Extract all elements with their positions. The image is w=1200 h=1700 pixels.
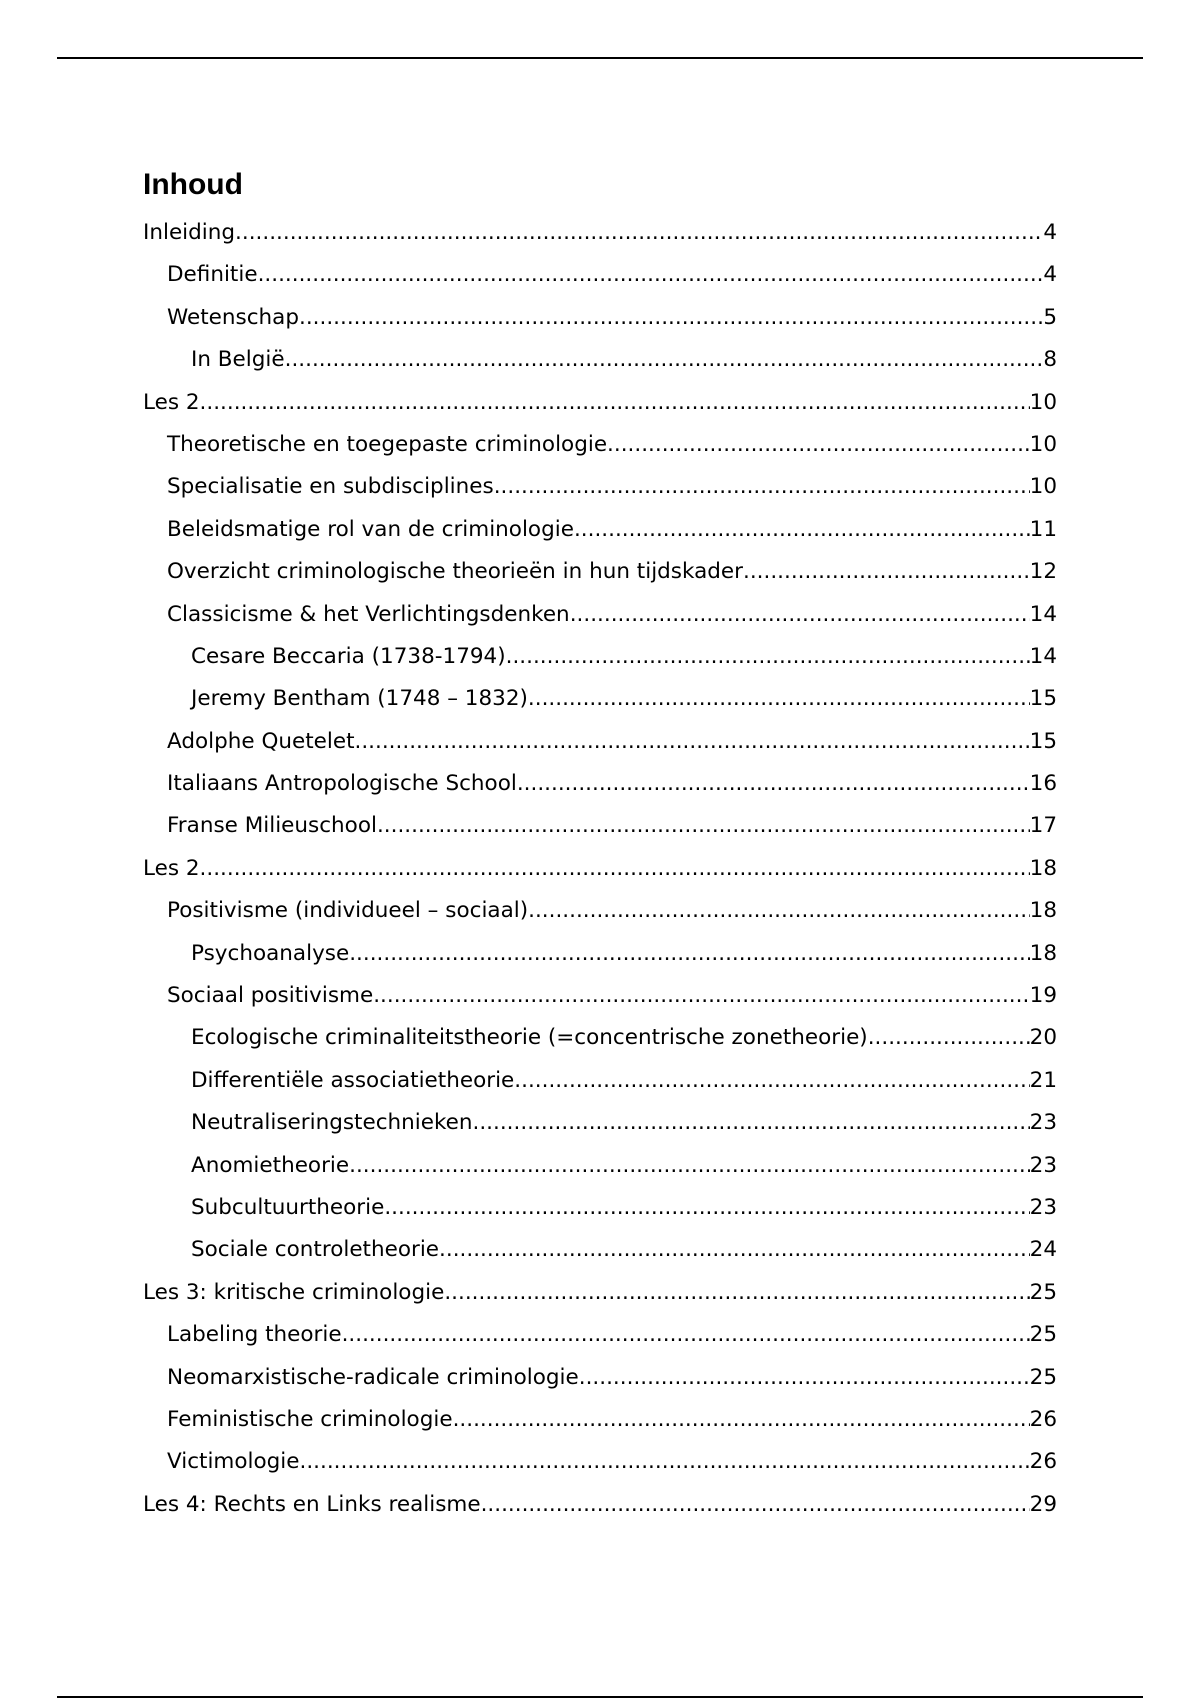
toc-entry-page: 10 [1029,474,1057,500]
toc-entry-label: Labeling theorie [167,1322,342,1348]
toc-entry-label: In België [191,347,285,373]
toc-dot-leader [384,1187,1029,1229]
toc-entry-label: Les 2 [143,389,200,415]
toc-entry[interactable] [143,382,1057,424]
toc-entry-page: 29 [1029,1491,1057,1517]
toc-entry-label: Jeremy Bentham (1748 – 1832) [191,686,528,712]
toc-entry[interactable] [143,848,1057,890]
toc-entry-label: Sociale controletheorie [191,1237,440,1263]
toc-dot-leader [200,848,1030,890]
toc-dot-leader [514,1060,1029,1102]
toc-dot-leader [235,212,1043,254]
toc-entry-page: 21 [1029,1067,1057,1093]
toc-entry-label: Ecologische criminaliteitstheorie (=concentrische zonetheorie) [191,1025,868,1051]
toc-entry-label: Overzicht criminologische theorieën in hun tijdskader [167,559,743,585]
toc-entry[interactable] [143,678,1057,720]
toc-entry[interactable] [143,1272,1057,1314]
toc-list [143,212,1057,1526]
toc-entry-page: 14 [1029,601,1057,627]
toc-entry-page: 15 [1029,728,1057,754]
toc-entry-label: Anomietheorie [191,1152,350,1178]
toc-dot-leader [444,1272,1029,1314]
toc-dot-leader [570,594,1030,636]
toc-entry-label: Feministische criminologie [167,1406,453,1432]
toc-entry-page: 12 [1029,559,1057,585]
toc-entry-page: 24 [1029,1237,1057,1263]
toc-dot-leader [300,1441,1030,1483]
toc-entry[interactable] [143,1060,1057,1102]
toc-entry-label: Subcultuurtheorie [191,1194,385,1220]
toc-entry-label: Psychoanalyse [191,940,350,966]
toc-dot-leader [439,1229,1030,1271]
toc-entry-label: Specialisatie en subdisciplines [167,474,494,500]
toc-entry[interactable] [143,594,1057,636]
toc-dot-leader [285,339,1044,381]
toc-dot-leader [506,636,1030,678]
toc-entry-page: 23 [1029,1152,1057,1178]
header-rule [57,57,1143,59]
toc-entry-page: 23 [1029,1194,1057,1220]
toc-dot-leader [868,1017,1030,1059]
toc-entry-page: 11 [1029,516,1057,542]
toc-entry-label: Positivisme (individueel – sociaal) [167,898,529,924]
toc-entry[interactable] [143,805,1057,847]
toc-entry-page: 10 [1029,389,1057,415]
toc-dot-leader [258,254,1044,296]
toc-entry-label: Franse Milieuschool [167,813,377,839]
toc-entry-label: Victimologie [167,1449,300,1475]
toc-dot-leader [473,1102,1030,1144]
toc-dot-leader [528,678,1030,720]
toc-entry-label: Classicisme & het Verlichtingsdenken [167,601,570,627]
toc-dot-leader [743,551,1030,593]
toc-entry-page: 25 [1029,1364,1057,1390]
toc-entry-page: 20 [1029,1025,1057,1051]
toc-entry-page: 4 [1043,262,1057,288]
toc-dot-leader [373,975,1029,1017]
toc-entry[interactable] [143,721,1057,763]
toc-dot-leader [355,721,1030,763]
toc-entry-page: 25 [1029,1322,1057,1348]
toc-entry-label: Sociaal positivisme [167,983,374,1009]
toc-entry[interactable] [143,933,1057,975]
toc-entry-label: Les 4: Rechts en Links realisme [143,1491,481,1517]
toc-entry-label: Differentiële associatietheorie [191,1067,515,1093]
toc-entry-page: 25 [1029,1279,1057,1305]
toc-dot-leader [574,509,1030,551]
toc-entry[interactable] [143,551,1057,593]
toc-entry[interactable] [143,1399,1057,1441]
toc-entry-page: 26 [1029,1406,1057,1432]
toc-entry-label: Les 2 [143,855,200,881]
toc-entry[interactable] [143,339,1057,381]
toc-dot-leader [528,890,1030,932]
toc-title: Inhoud [143,168,243,201]
toc-dot-leader [200,382,1030,424]
toc-entry-page: 19 [1029,983,1057,1009]
toc-entry-label: Theoretische en toegepaste criminologie [167,431,608,457]
toc-entry-label: Les 3: kritische criminologie [143,1279,445,1305]
toc-entry-page: 18 [1029,940,1057,966]
toc-entry[interactable] [143,1229,1057,1271]
toc-entry[interactable] [143,1484,1057,1526]
toc-dot-leader [607,424,1030,466]
toc-entry-label: Adolphe Quetelet [167,728,355,754]
toc-entry-label: Cesare Beccaria (1738-1794) [191,643,506,669]
toc-entry-page: 26 [1029,1449,1057,1475]
toc-entry-page: 4 [1043,220,1057,245]
toc-entry-label: Italiaans Antropologische School [167,771,517,797]
toc-dot-leader [579,1357,1030,1399]
toc-dot-leader [377,805,1030,847]
toc-dot-leader [517,763,1030,805]
toc-entry-page: 18 [1029,855,1057,881]
toc-entry-page: 16 [1029,771,1057,797]
toc-entry[interactable] [143,1102,1057,1144]
toc-entry[interactable] [143,636,1057,678]
toc-entry-page: 17 [1029,813,1057,839]
toc-entry[interactable] [143,975,1057,1017]
toc-entry-label: Beleidsmatige rol van de criminologie [167,516,574,542]
toc-entry[interactable] [143,1145,1057,1187]
toc-entry-label: Neutraliseringstechnieken [191,1110,473,1136]
toc-entry-label: Inleiding [143,220,236,245]
toc-entry[interactable] [143,1187,1057,1229]
footer-rule [57,1696,1143,1698]
toc-entry[interactable] [143,212,1057,254]
toc-dot-leader [494,466,1030,508]
toc-dot-leader [342,1314,1030,1356]
toc-entry-page: 23 [1029,1110,1057,1136]
toc-entry-label: Neomarxistische-radicale criminologie [167,1364,579,1390]
toc-entry-label: Wetenschap [167,304,299,330]
toc-entry[interactable] [143,1441,1057,1483]
toc-entry-page: 15 [1029,686,1057,712]
toc-entry[interactable] [143,254,1057,296]
toc-entry[interactable] [143,1017,1057,1059]
toc-entry[interactable] [143,509,1057,551]
toc-entry[interactable] [143,763,1057,805]
toc-entry-page: 5 [1043,304,1057,330]
toc-entry[interactable] [143,1314,1057,1356]
toc-dot-leader [481,1484,1030,1526]
toc-entry[interactable] [143,1357,1057,1399]
table-of-contents [143,162,1057,1526]
toc-entry[interactable] [143,297,1057,339]
toc-entry-label: Definitie [167,262,258,288]
toc-entry-page: 10 [1029,431,1057,457]
toc-entry-page: 8 [1043,347,1057,373]
toc-entry[interactable] [143,890,1057,932]
toc-dot-leader [349,933,1029,975]
toc-entry[interactable] [143,424,1057,466]
toc-dot-leader [299,297,1043,339]
toc-entry[interactable] [143,466,1057,508]
toc-dot-leader [349,1145,1030,1187]
toc-entry-page: 14 [1029,643,1057,669]
toc-dot-leader [453,1399,1030,1441]
toc-entry-page: 18 [1029,898,1057,924]
